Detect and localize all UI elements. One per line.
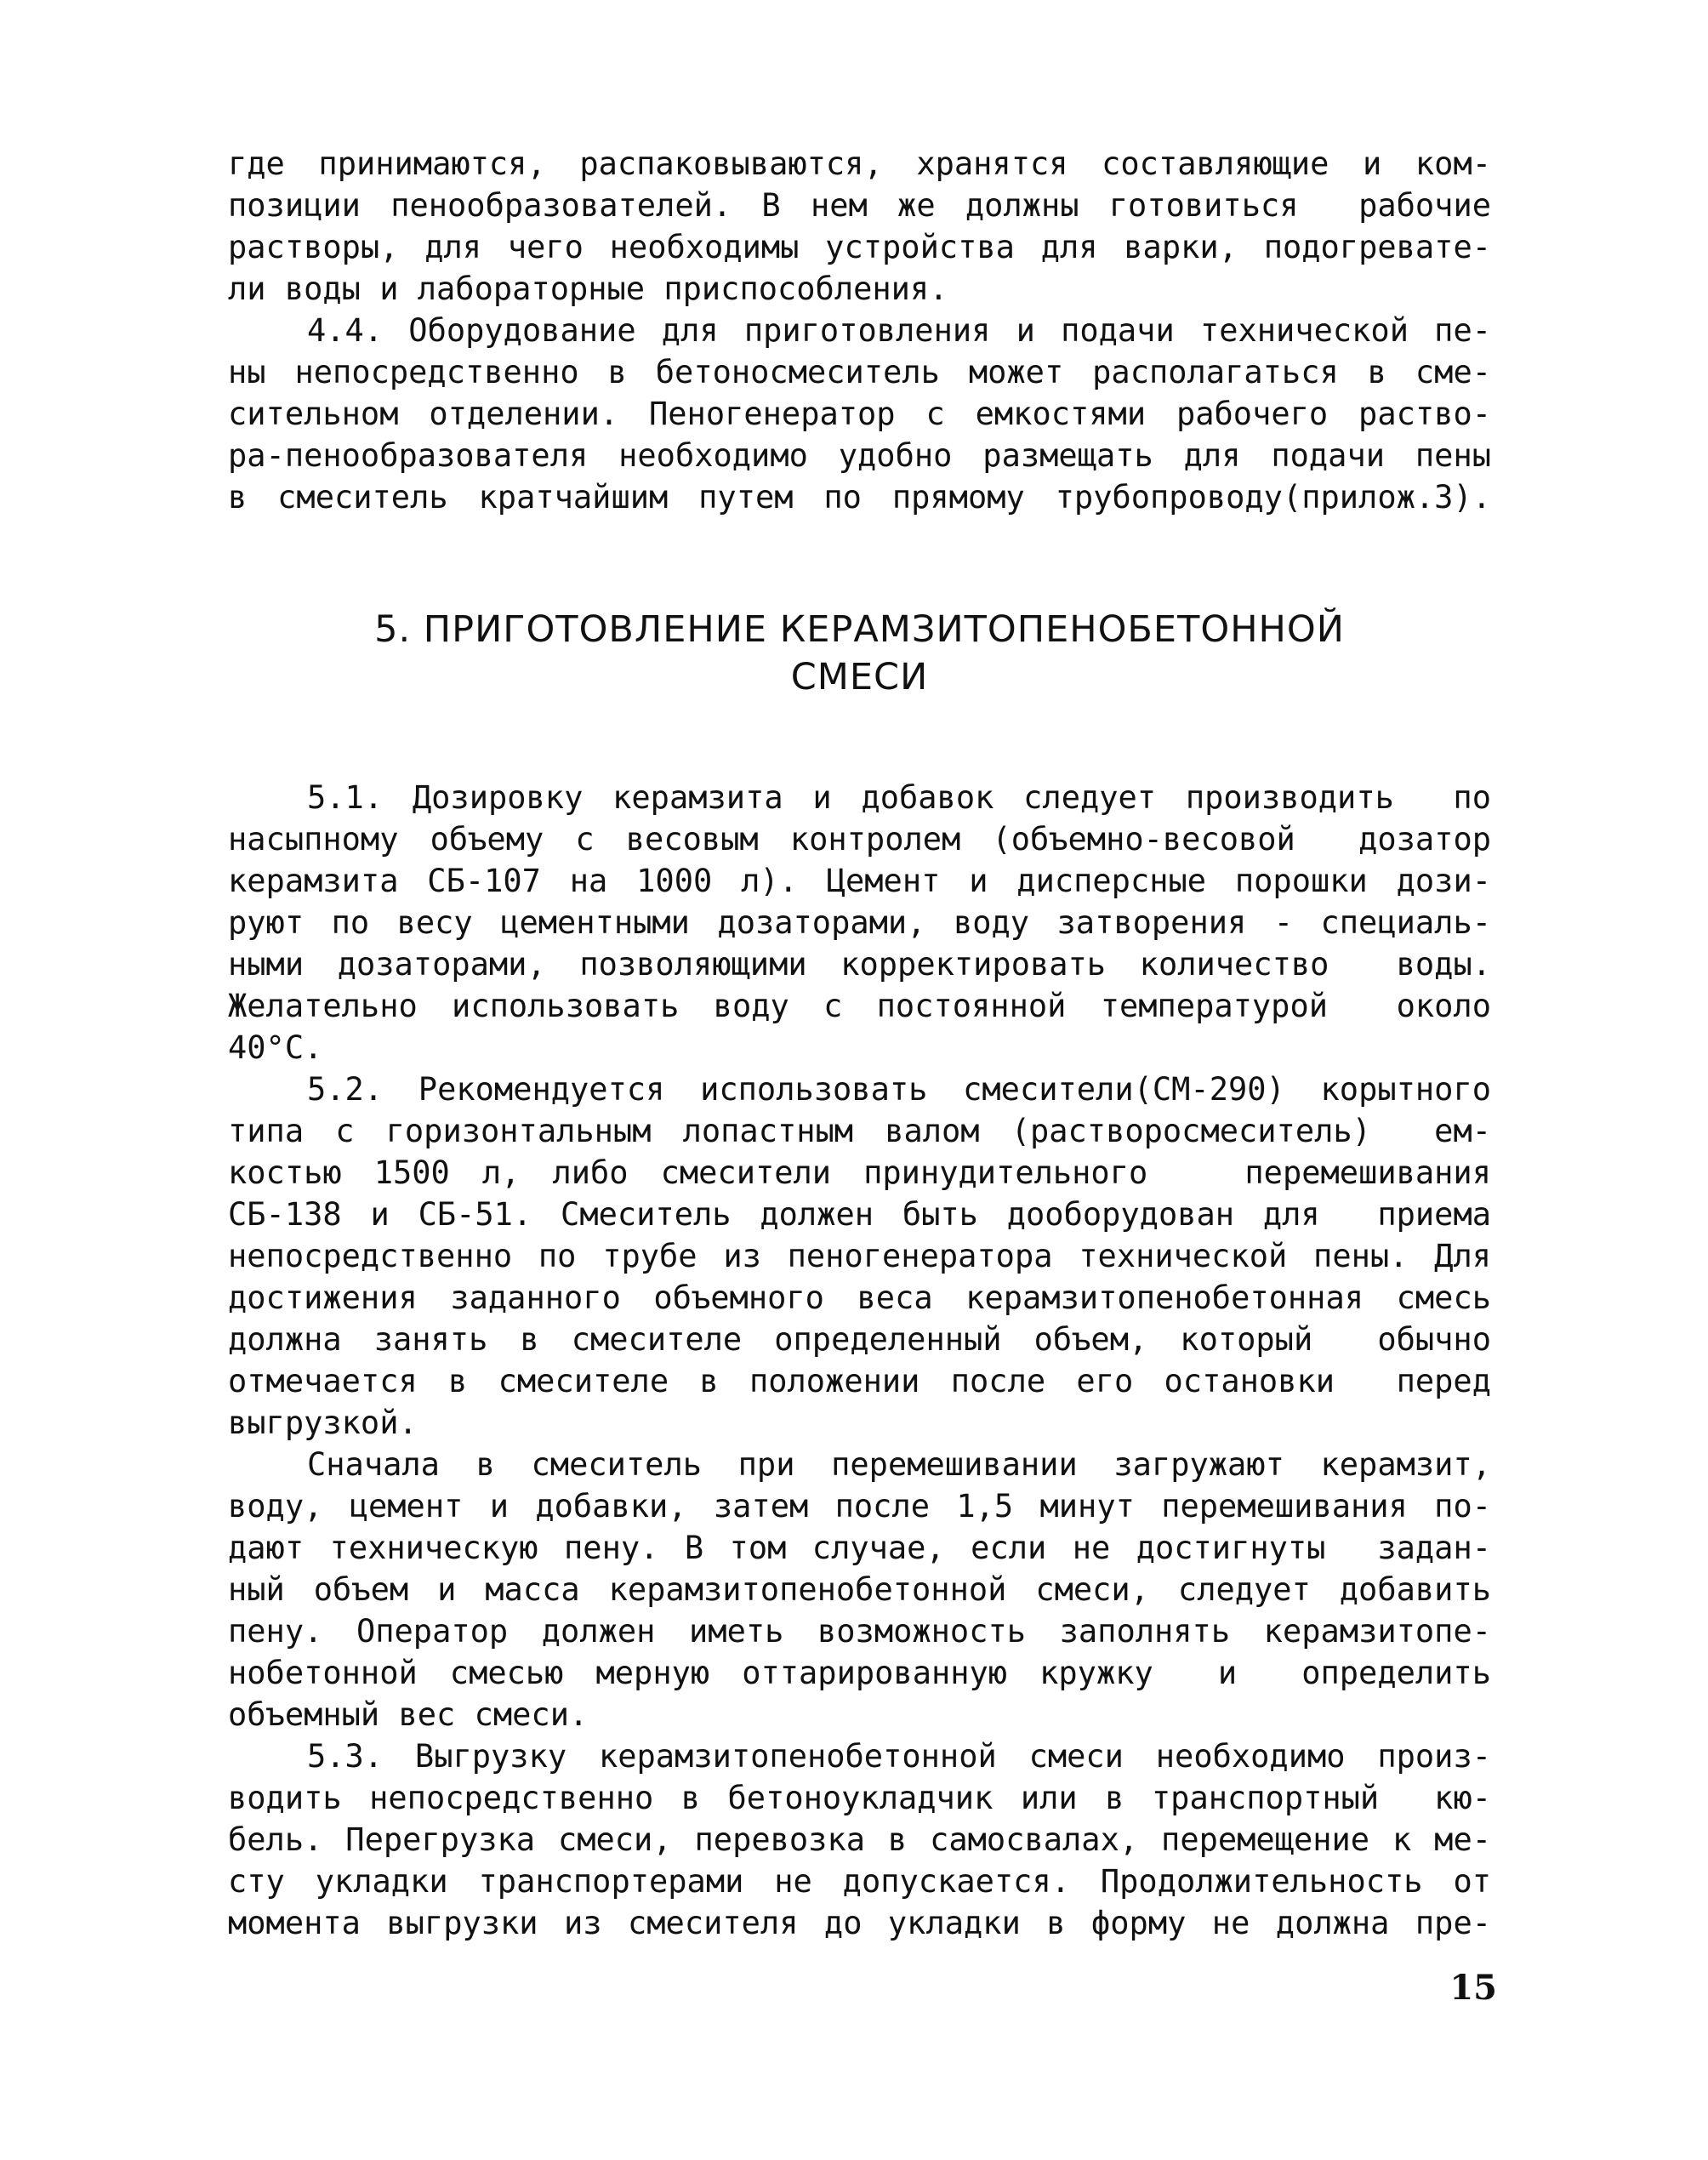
text-line: где принимаются, распаковываются, хранятся составляющие и ком- [228,145,1491,182]
text-line: керамзита СБ-107 на 1000 л). Цемент и дисперсные порошки дози- [228,863,1491,899]
text-line: водить непосредственно в бетоноукладчик или в транспортный кю- [228,1780,1491,1816]
section-heading [228,606,1491,701]
text-line: 5.2. Рекомендуется использовать смесители(СМ-290) корытного [307,1071,1491,1108]
text-line: выгрузкой. [228,1405,418,1441]
text-line: нобетонной смесью мерную оттарированную кружку и определить [228,1655,1491,1691]
paragraph-block-top [228,143,1491,518]
text-line: ными дозаторами, позволяющими корректировать количество воды. [228,946,1491,983]
text-line: растворы, для чего необходимы устройства для варки, подогревате- [228,229,1491,265]
text-line: ны непосредственно в бетоносмеситель может располагаться в сме- [228,354,1491,390]
section-heading-line-1: 5. ПРИГОТОВЛЕНИЕ КЕРАМЗИТОПЕНОБЕТОННОЙ [374,608,1345,651]
text-line: руют по весу цементными дозаторами, воду затворения - специаль- [228,904,1491,941]
text-line: 5.3. Выгрузку керамзитопенобетонной смеси необходимо произ- [307,1738,1491,1775]
text-line: СБ-138 и СБ-51. Смеситель должен быть дооборудован для приема [228,1196,1491,1233]
text-line: момента выгрузки из смесителя до укладки в форму не должна пре- [228,1905,1491,1941]
text-line: объемный вес смеси. [228,1696,589,1733]
text-line: насыпному объему с весовым контролем (объемно-весовой дозатор [228,821,1491,858]
text-line: сительном отделении. Пеногенератор с емкостями рабочего раство- [228,396,1491,432]
text-line: Сначала в смеситель при перемешивании загружают керамзит, [307,1446,1491,1483]
text-line: 40°С. [228,1029,323,1066]
text-line: 5.1. Дозировку керамзита и добавок следует производить по [307,779,1491,816]
text-line: пену. Оператор должен иметь возможность заполнять керамзитопе- [228,1613,1491,1650]
text-line: ра-пенообразователя необходимо удобно размещать для подачи пены [228,437,1491,474]
text-line: позиции пенообразователей. В нем же должны готовиться рабочие [228,187,1491,224]
text-line: непосредственно по трубе из пеногенератора технической пены. Для [228,1238,1491,1274]
text-line: ли воды и лабораторные приспособления. [228,271,948,307]
section-heading-line-2: СМЕСИ [790,656,929,698]
text-line: бель. Перегрузка смеси, перевозка в самосвалах, перемещение к ме- [228,1821,1491,1858]
page-number: 15 [1449,1968,1497,2008]
text-line: в смеситель кратчайшим путем по прямому трубопроводу(прилож.3). [228,479,1491,516]
text-line: 4.4. Оборудование для приготовления и подачи технической пе- [307,312,1491,349]
text-line: ный объем и масса керамзитопенобетонной смеси, следует добавить [228,1571,1491,1608]
text-line: дают техническую пену. В том случае, если не достигнуты задан- [228,1530,1491,1566]
text-line: Желательно использовать воду с постоянной температурой около [228,988,1491,1024]
text-line: достижения заданного объемного веса керамзитопенобетонная смесь [228,1279,1491,1316]
text-line: воду, цемент и добавки, затем после 1,5 минут перемешивания по- [228,1488,1491,1525]
text-line: сту укладки транспортерами не допускается. Продолжительность от [228,1863,1491,1900]
text-line: отмечается в смесителе в положении после его остановки перед [228,1363,1491,1399]
paragraph-block-main [228,777,1491,1944]
text-line: должна занять в смесителе определенный объем, который обычно [228,1321,1491,1358]
text-line: типа с горизонтальным лопастным валом (растворосмеситель) ем- [228,1113,1491,1149]
text-line: костью 1500 л, либо смесители принудительного перемешивания [228,1154,1491,1191]
